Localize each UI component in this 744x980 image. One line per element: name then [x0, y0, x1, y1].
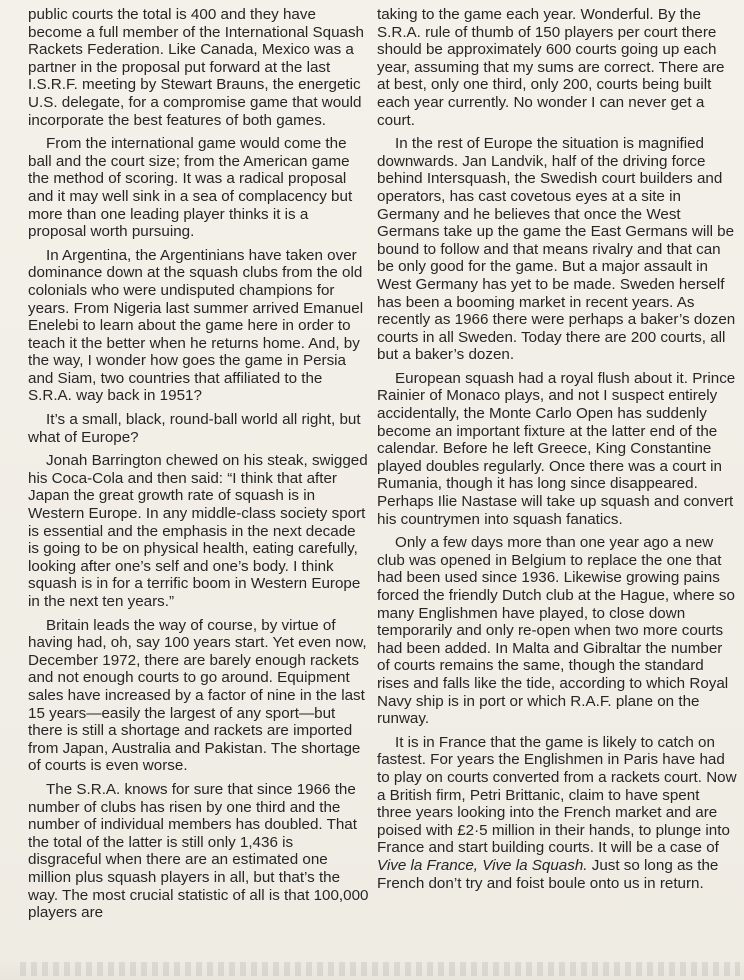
paragraph: taking to the game each year. Wonderful. By the S.R.A. rule of thumb of 150 players per court there should be approximately 600 courts going up each year, assuming that my sums are correct. There are at best, only one third, only 200, courts being built each year currently. No wonder I can never get a court. [377, 6, 725, 129]
page-bottom-edge [0, 958, 744, 980]
paragraph: Britain leads the way of course, by virtue of having had, oh, say 100 years start. Yet even now, December 1972, there are barely enough rackets and not enough courts to go around. Equipment sales have increased by a factor of nine in the last 15 years—easily the largest of any sport—but there is still a shortage and rackets are imported from Japan, Australia and Pakistan. The shortage of courts is even worse. [28, 616, 367, 775]
left-column [28, 6, 370, 928]
paragraph-text: It is in France that the game is likely to catch on fastest. For years the Englishmen in Paris have had to play on courts converted from a rackets court. Now a British firm, Petri Brittanic, claim to have spent three years looking into the French market and are poised with £2·5 million in their hands, to plunge into France and start building courts. It will be a case of [377, 733, 737, 857]
paragraph-final [377, 734, 737, 892]
paragraph: Only a few days more than one year ago a new club was opened in Belgium to replace the one that had been used since 1936. Likewise growing pains forced the friendly Dutch club at the Hague, where so many Englishmen have played, to close down temporarily and only re-open when two more courts had been added. In Malta and Gibraltar the number of courts remains the same, though the standard rises and falls like the tide, according to which Royal Navy ship is in port or which R.A.F. plane on the runway. [377, 534, 735, 728]
paragraph-tail: Just so long as the French don’t try and foist boule onto us in return. [377, 856, 719, 892]
paragraph: The S.R.A. knows for sure that since 1966 the number of clubs has risen by one third and the number of individual members has doubled. That the total of the latter is still only 1,436 is disgraceful when there are an estimated one million plus squash players in all, but that’s the way. The most crucial statistic of all is that 100,000 players are [28, 780, 369, 922]
paragraph: Jonah Barrington chewed on his steak, swigged his Coca-Cola and then said: “I think that after Japan the great growth rate of squash is in Western Europe. In any middle-class society sport is essential and the emphasis in the next decade is going to be on physical health, eating carefully, looking after one’s self and one’s body. I think squash is in for a terrific boom in Western Europe in the next ten years.” [28, 452, 368, 610]
italic-phrase: Vive la France, Vive la Squash. [377, 856, 588, 874]
paragraph: public courts the total is 400 and they have become a full member of the International Squash Rackets Federation. Like Canada, Mexico was a partner in the proposal put forward at the last I.S.R.F. meeting by Stewart Brauns, the energetic U.S. delegate, for a compromise game that would incorporate the best features of both games. [28, 6, 365, 129]
right-column [377, 6, 737, 898]
paragraph: From the international game would come the ball and the court size; from the American game the method of scoring. It was a radical proposal and it may well sink in a sea of complacency but more than one leading player thinks it is a proposal worth pursuing. [28, 135, 353, 241]
paragraph: European squash had a royal flush about it. Prince Rainier of Monaco plays, and not I suspect entirely accidentally, the Monte Carlo Open has suddenly become an important fixture at the latter end of the calendar. Before he left Greece, King Constantine played doubles regularly. Once there was a court in Rumania, though it has long since disappeared. Perhaps Ilie Nastase will take up squash and convert his countrymen into squash fanatics. [377, 369, 736, 528]
show-through-strip [20, 962, 740, 976]
paragraph: In Argentina, the Argentinians have taken over dominance down at the squash clubs from the old colonials who were undisputed champions for years. From Nigeria last summer arrived Emanuel Enelebi to learn about the game here in order to teach it the better when he returns home. And, by the way, I wonder how goes the game in Persia and Siam, two countries that affiliated to the S.R.A. way back in 1951? [28, 246, 364, 405]
paragraph: In the rest of Europe the situation is magnified downwards. Jan Landvik, half of the driving force behind Intersquash, the Swedish court builders and operators, has cast covetous eyes at a site in Germany and he believes that once the West Germans take up the game the East Germans will be bound to follow and that means rivalry and that can be only good for the game. But a major assault in West Germany has yet to be made. Sweden herself has been a booming market in recent years. As recently as 1966 there were perhaps a baker’s dozen courts in all Sweden. Today there are 200 courts, all but a baker’s dozen. [377, 135, 736, 364]
paragraph: It’s a small, black, round-ball world all right, but what of Europe? [28, 411, 361, 446]
